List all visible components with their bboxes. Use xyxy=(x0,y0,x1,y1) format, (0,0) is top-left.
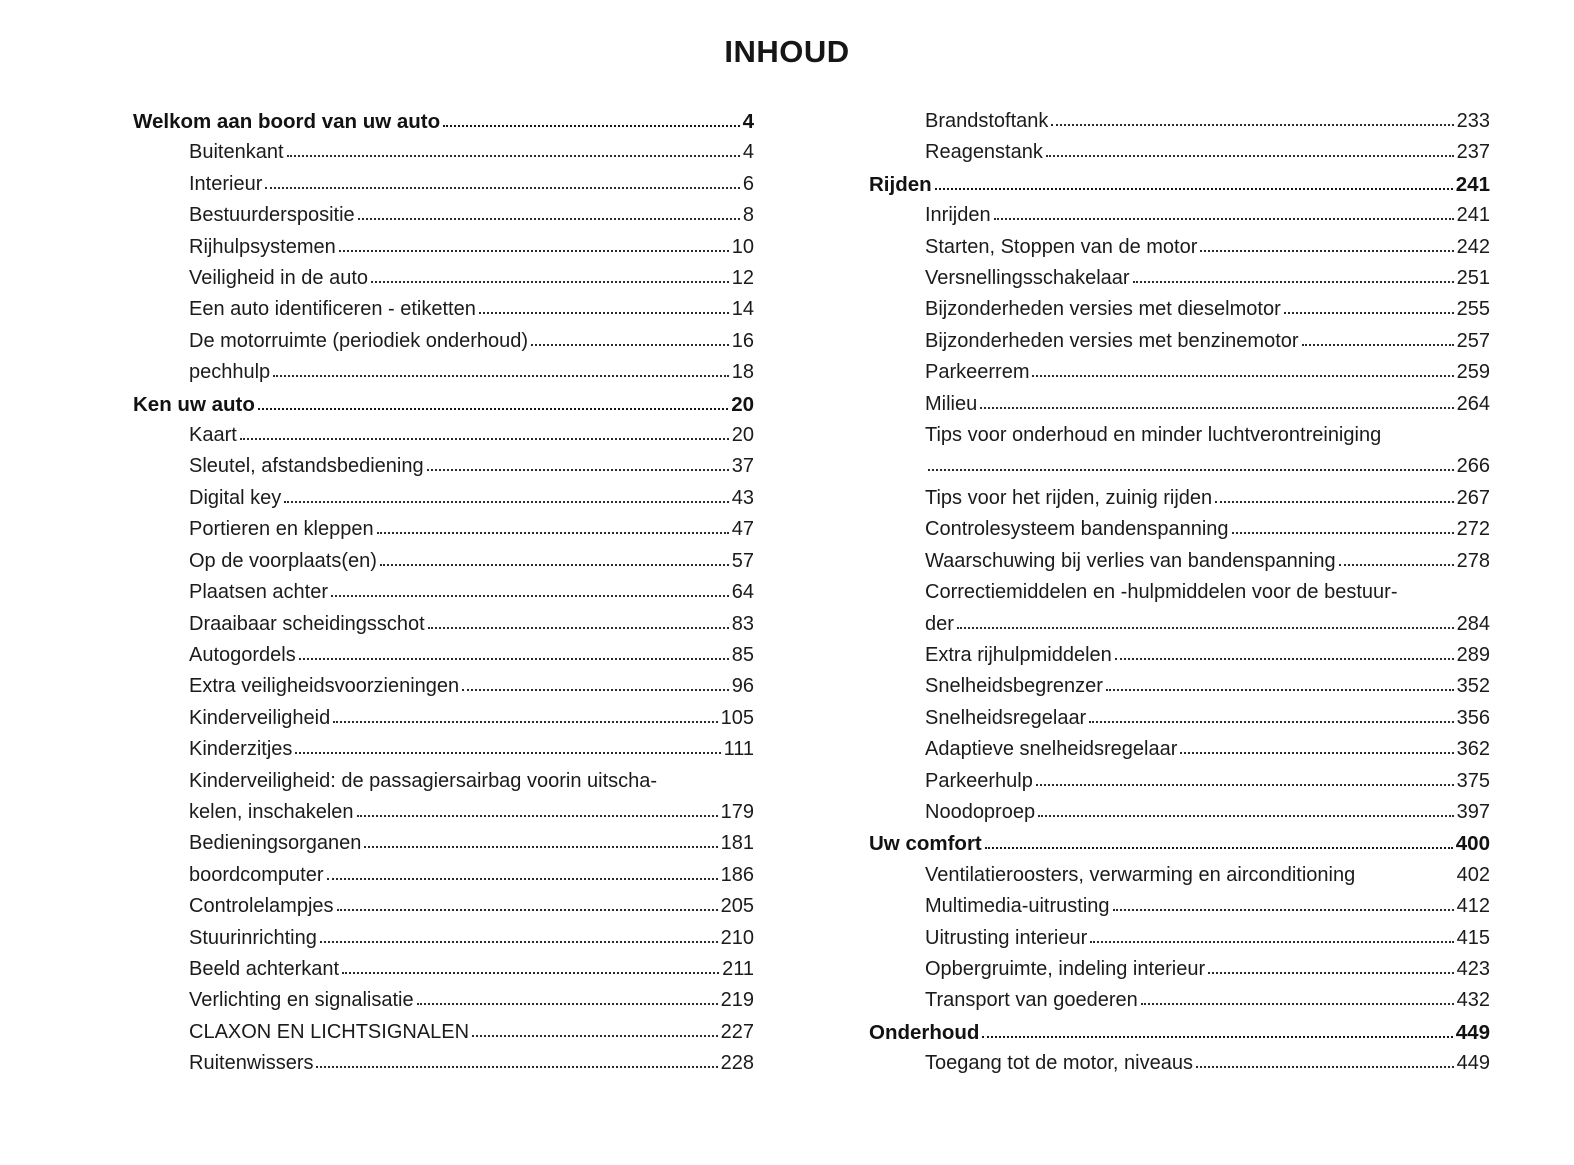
entry-label: kelen, inschakelen xyxy=(189,800,354,823)
dot-leader xyxy=(1208,972,1453,974)
entry-page-number: 251 xyxy=(1456,267,1490,290)
entry-page-number: 111 xyxy=(723,738,754,761)
entry-page-number: 12 xyxy=(731,267,754,290)
entry-label: Veiligheid in de auto xyxy=(189,267,369,290)
entry-page-number: 266 xyxy=(1456,455,1490,478)
entry-label: Transport van goederen xyxy=(925,989,1138,1012)
toc-sub-row[interactable] xyxy=(133,263,754,294)
entry-label: Autogordels xyxy=(189,643,296,666)
entry-label: De motorruimte (periodiek onderhoud) xyxy=(189,329,529,352)
entry-label: Controlelampjes xyxy=(189,895,334,918)
entry-label: Rijhulpsystemen xyxy=(189,235,336,258)
dot-leader xyxy=(1046,155,1454,157)
toc-sub-row[interactable] xyxy=(869,357,1490,388)
entry-label: Tips voor het rijden, zuinig rijden xyxy=(925,486,1213,509)
toc-section-row[interactable] xyxy=(133,106,754,137)
dot-leader xyxy=(957,627,1454,629)
dot-leader xyxy=(377,532,729,534)
toc-sub-row[interactable] xyxy=(869,954,1490,985)
dot-leader xyxy=(1284,312,1454,314)
toc-sub-row[interactable] xyxy=(133,985,754,1016)
entry-page-number: 4 xyxy=(742,110,754,133)
entry-label: der xyxy=(925,612,954,635)
toc-sub-row[interactable] xyxy=(133,137,754,168)
entry-page-number: 47 xyxy=(731,518,754,541)
entry-label: Bijzonderheden versies met dieselmotor xyxy=(925,298,1281,321)
toc-section-row[interactable] xyxy=(869,828,1490,859)
toc-sub-row[interactable] xyxy=(133,860,754,891)
toc-sub-row[interactable] xyxy=(869,200,1490,231)
entry-page-number: 352 xyxy=(1456,675,1490,698)
toc-sub-row[interactable] xyxy=(133,546,754,577)
entry-page-number: 267 xyxy=(1456,486,1490,509)
dot-leader xyxy=(333,721,717,723)
dot-leader xyxy=(1051,124,1453,126)
toc-sub-row[interactable] xyxy=(133,420,754,451)
entry-page-number: 210 xyxy=(720,926,754,949)
toc-section-row[interactable] xyxy=(133,389,754,420)
toc-sub-row[interactable] xyxy=(869,860,1490,891)
entry-label: Rijden xyxy=(869,172,932,196)
toc-sub-row[interactable] xyxy=(133,577,754,608)
entry-label: Opbergruimte, indeling interieur xyxy=(925,957,1206,980)
entry-label: Draaibaar scheidingsschot xyxy=(189,612,425,635)
entry-label: Uitrusting interieur xyxy=(925,926,1088,949)
entry-page-number: 356 xyxy=(1456,706,1490,729)
entry-page-number: 233 xyxy=(1456,110,1490,132)
entry-page-number: 83 xyxy=(731,612,754,635)
dot-leader xyxy=(357,815,718,817)
dot-leader xyxy=(479,312,729,314)
toc-column-left xyxy=(133,106,754,1080)
toc-sub-row[interactable] xyxy=(133,357,754,388)
dot-leader xyxy=(417,1003,718,1005)
toc-sub-row[interactable] xyxy=(869,294,1490,325)
dot-leader xyxy=(371,281,729,283)
entry-page-number: 85 xyxy=(731,643,754,666)
entry-page-number: 211 xyxy=(722,957,754,980)
page-title: INHOUD xyxy=(724,34,850,69)
entry-label: Parkeerhulp xyxy=(925,769,1033,792)
dot-leader xyxy=(1036,784,1454,786)
toc-section-row[interactable] xyxy=(869,169,1490,200)
entry-label: Milieu xyxy=(925,392,978,415)
entry-page-number: 179 xyxy=(720,800,754,823)
dot-leader xyxy=(1200,250,1453,252)
dot-leader xyxy=(428,627,729,629)
entry-page-number: 264 xyxy=(1456,392,1490,415)
entry-label: Tips voor onderhoud en minder luchtverontreiniging xyxy=(925,424,1382,447)
entry-label: Extra veiligheidsvoorzieningen xyxy=(189,675,460,698)
dot-leader xyxy=(980,407,1453,409)
entry-page-number: 16 xyxy=(731,329,754,352)
entry-label: Portieren en kleppen xyxy=(189,518,374,541)
toc-sub-row[interactable] xyxy=(869,671,1490,702)
dot-leader xyxy=(265,187,740,189)
entry-label: Bedieningsorganen xyxy=(189,832,362,855)
dot-leader xyxy=(258,408,728,410)
dot-leader xyxy=(364,846,717,848)
toc-sub-row[interactable] xyxy=(869,546,1490,577)
toc-sub-row[interactable] xyxy=(133,1048,754,1079)
entry-page-number: 219 xyxy=(720,989,754,1012)
entry-page-number: 4 xyxy=(742,141,754,164)
dot-leader xyxy=(342,972,719,974)
toc-columns xyxy=(133,0,1490,1080)
entry-page-number: 14 xyxy=(731,298,754,321)
entry-label: Snelheidsregelaar xyxy=(925,706,1087,729)
entry-page-number: 375 xyxy=(1456,769,1490,792)
toc-sub-row[interactable] xyxy=(133,923,754,954)
dot-leader xyxy=(1090,941,1453,943)
dot-leader xyxy=(320,941,718,943)
entry-label: Versnellingsschakelaar xyxy=(925,267,1130,290)
toc-sub-row[interactable] xyxy=(133,169,754,200)
entry-page-number: 402 xyxy=(1456,863,1490,886)
toc-sub-row[interactable] xyxy=(869,766,1490,797)
dot-leader xyxy=(327,878,718,880)
entry-page-number: 449 xyxy=(1455,1020,1490,1044)
entry-label: Adaptieve snelheidsregelaar xyxy=(925,738,1178,761)
toc-sub-row[interactable] xyxy=(133,891,754,922)
entry-label: Op de voorplaats(en) xyxy=(189,549,377,572)
entry-label: Plaatsen achter xyxy=(189,581,328,604)
toc-sub-row[interactable] xyxy=(133,954,754,985)
toc-sub-row[interactable] xyxy=(869,389,1490,420)
toc-sub-row[interactable] xyxy=(133,671,754,702)
dot-leader xyxy=(462,689,729,691)
toc-sub-row[interactable] xyxy=(869,514,1490,545)
entry-label: Inrijden xyxy=(925,204,991,227)
entry-label: pechhulp xyxy=(189,361,271,384)
entry-page-number: 181 xyxy=(720,832,754,855)
entry-label: Kinderveiligheid: de passagiersairbag voorin uitscha- xyxy=(189,769,658,792)
toc-sub-row[interactable] xyxy=(869,483,1490,514)
dot-leader xyxy=(358,218,740,220)
entry-label: Interieur xyxy=(189,172,263,195)
dot-leader xyxy=(337,909,718,911)
toc-sub-row[interactable] xyxy=(869,923,1490,954)
dot-leader xyxy=(1038,815,1454,817)
entry-page-number: 241 xyxy=(1456,204,1490,227)
entry-label: Controlesysteem bandenspanning xyxy=(925,518,1229,541)
toc-sub-row[interactable] xyxy=(869,703,1490,734)
dot-leader xyxy=(427,469,729,471)
dot-leader xyxy=(240,438,729,440)
entry-page-number: 186 xyxy=(720,863,754,886)
dot-leader xyxy=(1106,689,1454,691)
entry-page-number: 105 xyxy=(720,706,754,729)
entry-label: Welkom aan boord van uw auto xyxy=(133,110,441,133)
toc-sub-row[interactable] xyxy=(133,1017,754,1048)
dot-leader xyxy=(1089,721,1453,723)
dot-leader xyxy=(1113,909,1454,911)
entry-label: Multimedia-uitrusting xyxy=(925,895,1110,918)
dot-leader xyxy=(1133,281,1454,283)
entry-page-number: 289 xyxy=(1456,643,1490,666)
toc-sub-row[interactable] xyxy=(133,294,754,325)
entry-page-number: 362 xyxy=(1456,738,1490,761)
entry-label: Kinderzitjes xyxy=(189,738,293,761)
entry-label: Bestuurderspositie xyxy=(189,204,355,227)
entry-label: Kaart xyxy=(189,424,237,447)
entry-page-number: 227 xyxy=(720,1020,754,1043)
entry-page-number: 228 xyxy=(720,1052,754,1075)
toc-sub-row[interactable] xyxy=(869,137,1490,168)
entry-label: Ventilatieroosters, verwarming en airconditioning xyxy=(925,863,1356,886)
entry-page-number: 20 xyxy=(731,392,754,416)
entry-page-number: 6 xyxy=(742,172,754,195)
entry-page-number: 37 xyxy=(731,455,754,478)
entry-page-number: 96 xyxy=(731,675,754,698)
entry-label: Buitenkant xyxy=(189,141,284,164)
dot-leader xyxy=(1232,532,1454,534)
toc-sub-row[interactable] xyxy=(869,106,1490,137)
entry-page-number: 432 xyxy=(1456,989,1490,1012)
entry-page-number: 237 xyxy=(1456,141,1490,164)
toc-sub-row[interactable] xyxy=(133,483,754,514)
entry-page-number: 20 xyxy=(731,424,754,447)
dot-leader xyxy=(1215,501,1453,503)
toc-column-right xyxy=(869,106,1490,1080)
dot-leader xyxy=(1141,1003,1454,1005)
toc-sub-row[interactable] xyxy=(869,985,1490,1016)
dot-leader xyxy=(284,501,728,503)
entry-page-number: 64 xyxy=(731,581,754,604)
dot-leader xyxy=(994,218,1454,220)
entry-label: Onderhoud xyxy=(869,1020,980,1044)
entry-page-number: 284 xyxy=(1456,612,1490,635)
dot-leader xyxy=(1032,375,1453,377)
entry-page-number: 10 xyxy=(731,235,754,258)
entry-label: CLAXON EN LICHTSIGNALEN xyxy=(189,1020,470,1043)
toc-sub-row[interactable] xyxy=(869,232,1490,263)
entry-page-number: 400 xyxy=(1455,832,1490,856)
entry-label: Reagenstank xyxy=(925,141,1043,164)
entry-label: Snelheidsbegrenzer xyxy=(925,675,1103,698)
entry-label: Ken uw auto xyxy=(133,392,255,416)
entry-page-number: 255 xyxy=(1456,298,1490,321)
entry-label: Starten, Stoppen van de motor xyxy=(925,235,1198,258)
toc-sub-row[interactable] xyxy=(133,451,754,482)
toc-section-row[interactable] xyxy=(869,1017,1490,1048)
entry-page-number: 241 xyxy=(1455,172,1490,196)
dot-leader xyxy=(287,155,740,157)
entry-page-number: 272 xyxy=(1456,518,1490,541)
entry-page-number: 412 xyxy=(1456,895,1490,918)
entry-label: Uw comfort xyxy=(869,832,982,856)
dot-leader xyxy=(339,250,729,252)
toc-sub-row[interactable] xyxy=(869,1048,1490,1079)
dot-leader xyxy=(472,1035,718,1037)
dot-leader xyxy=(985,847,1453,849)
entry-page-number: 415 xyxy=(1456,926,1490,949)
entry-page-number: 8 xyxy=(742,204,754,227)
dot-leader xyxy=(299,658,729,660)
entry-label: Toegang tot de motor, niveaus xyxy=(925,1052,1193,1075)
entry-page-number: 205 xyxy=(720,895,754,918)
toc-sub-row[interactable] xyxy=(133,609,754,640)
dot-leader xyxy=(928,469,1454,471)
dot-leader xyxy=(295,752,720,754)
toc-sub-row[interactable] xyxy=(869,263,1490,294)
toc-sub-row[interactable] xyxy=(869,577,1490,640)
entry-page-number: 18 xyxy=(731,361,754,384)
toc-sub-row[interactable] xyxy=(869,420,1490,483)
entry-page-number: 397 xyxy=(1456,800,1490,823)
entry-label: Kinderveiligheid xyxy=(189,706,331,729)
dot-leader xyxy=(1339,564,1454,566)
toc-sub-row[interactable] xyxy=(869,734,1490,765)
entry-label: Verlichting en signalisatie xyxy=(189,989,414,1012)
toc-sub-row[interactable] xyxy=(869,640,1490,671)
entry-page-number: 449 xyxy=(1456,1052,1490,1075)
dot-leader xyxy=(982,1036,1452,1038)
entry-label: Noodoproep xyxy=(925,800,1036,823)
entry-page-number: 257 xyxy=(1456,329,1490,352)
dot-leader xyxy=(1302,344,1454,346)
entry-label: Beeld achterkant xyxy=(189,957,340,980)
dot-leader xyxy=(316,1066,717,1068)
toc-sub-row[interactable] xyxy=(133,514,754,545)
entry-label: Digital key xyxy=(189,486,282,509)
toc-sub-row[interactable] xyxy=(133,734,754,765)
toc-sub-row[interactable] xyxy=(133,232,754,263)
entry-label: boordcomputer xyxy=(189,863,324,886)
entry-label: Extra rijhulpmiddelen xyxy=(925,643,1112,666)
entry-label: Brandstoftank xyxy=(925,110,1049,132)
toc-sub-row[interactable] xyxy=(133,828,754,859)
dot-leader xyxy=(380,564,729,566)
toc-sub-row[interactable] xyxy=(869,326,1490,357)
toc-sub-row[interactable] xyxy=(133,703,754,734)
entry-label: Sleutel, afstandsbediening xyxy=(189,455,424,478)
dot-leader xyxy=(1115,658,1454,660)
dot-leader xyxy=(531,344,729,346)
entry-page-number: 242 xyxy=(1456,235,1490,258)
dot-leader xyxy=(273,375,729,377)
entry-page-number: 43 xyxy=(731,486,754,509)
toc-sub-row[interactable] xyxy=(869,797,1490,828)
entry-label: Waarschuwing bij verlies van bandenspanning xyxy=(925,549,1336,572)
entry-page-number: 57 xyxy=(731,549,754,572)
dot-leader xyxy=(1180,752,1453,754)
entry-label: Ruitenwissers xyxy=(189,1052,314,1075)
toc-sub-row[interactable] xyxy=(133,766,754,829)
dot-leader xyxy=(443,125,739,127)
entry-page-number: 259 xyxy=(1456,361,1490,384)
dot-leader xyxy=(1196,1066,1454,1068)
toc-sub-row[interactable] xyxy=(869,891,1490,922)
entry-page-number: 423 xyxy=(1456,957,1490,980)
toc-sub-row[interactable] xyxy=(133,200,754,231)
dot-leader xyxy=(331,595,729,597)
entry-label: Bijzonderheden versies met benzinemotor xyxy=(925,329,1299,352)
entry-label: Correctiemiddelen en -hulpmiddelen voor de bestuur- xyxy=(925,581,1398,604)
dot-leader xyxy=(935,188,1453,190)
toc-sub-row[interactable] xyxy=(133,326,754,357)
entry-page-number: 278 xyxy=(1456,549,1490,572)
toc-sub-row[interactable] xyxy=(133,640,754,671)
entry-label: Stuurinrichting xyxy=(189,926,317,949)
entry-label: Parkeerrem xyxy=(925,361,1030,384)
entry-label: Een auto identificeren - etiketten xyxy=(189,298,476,321)
